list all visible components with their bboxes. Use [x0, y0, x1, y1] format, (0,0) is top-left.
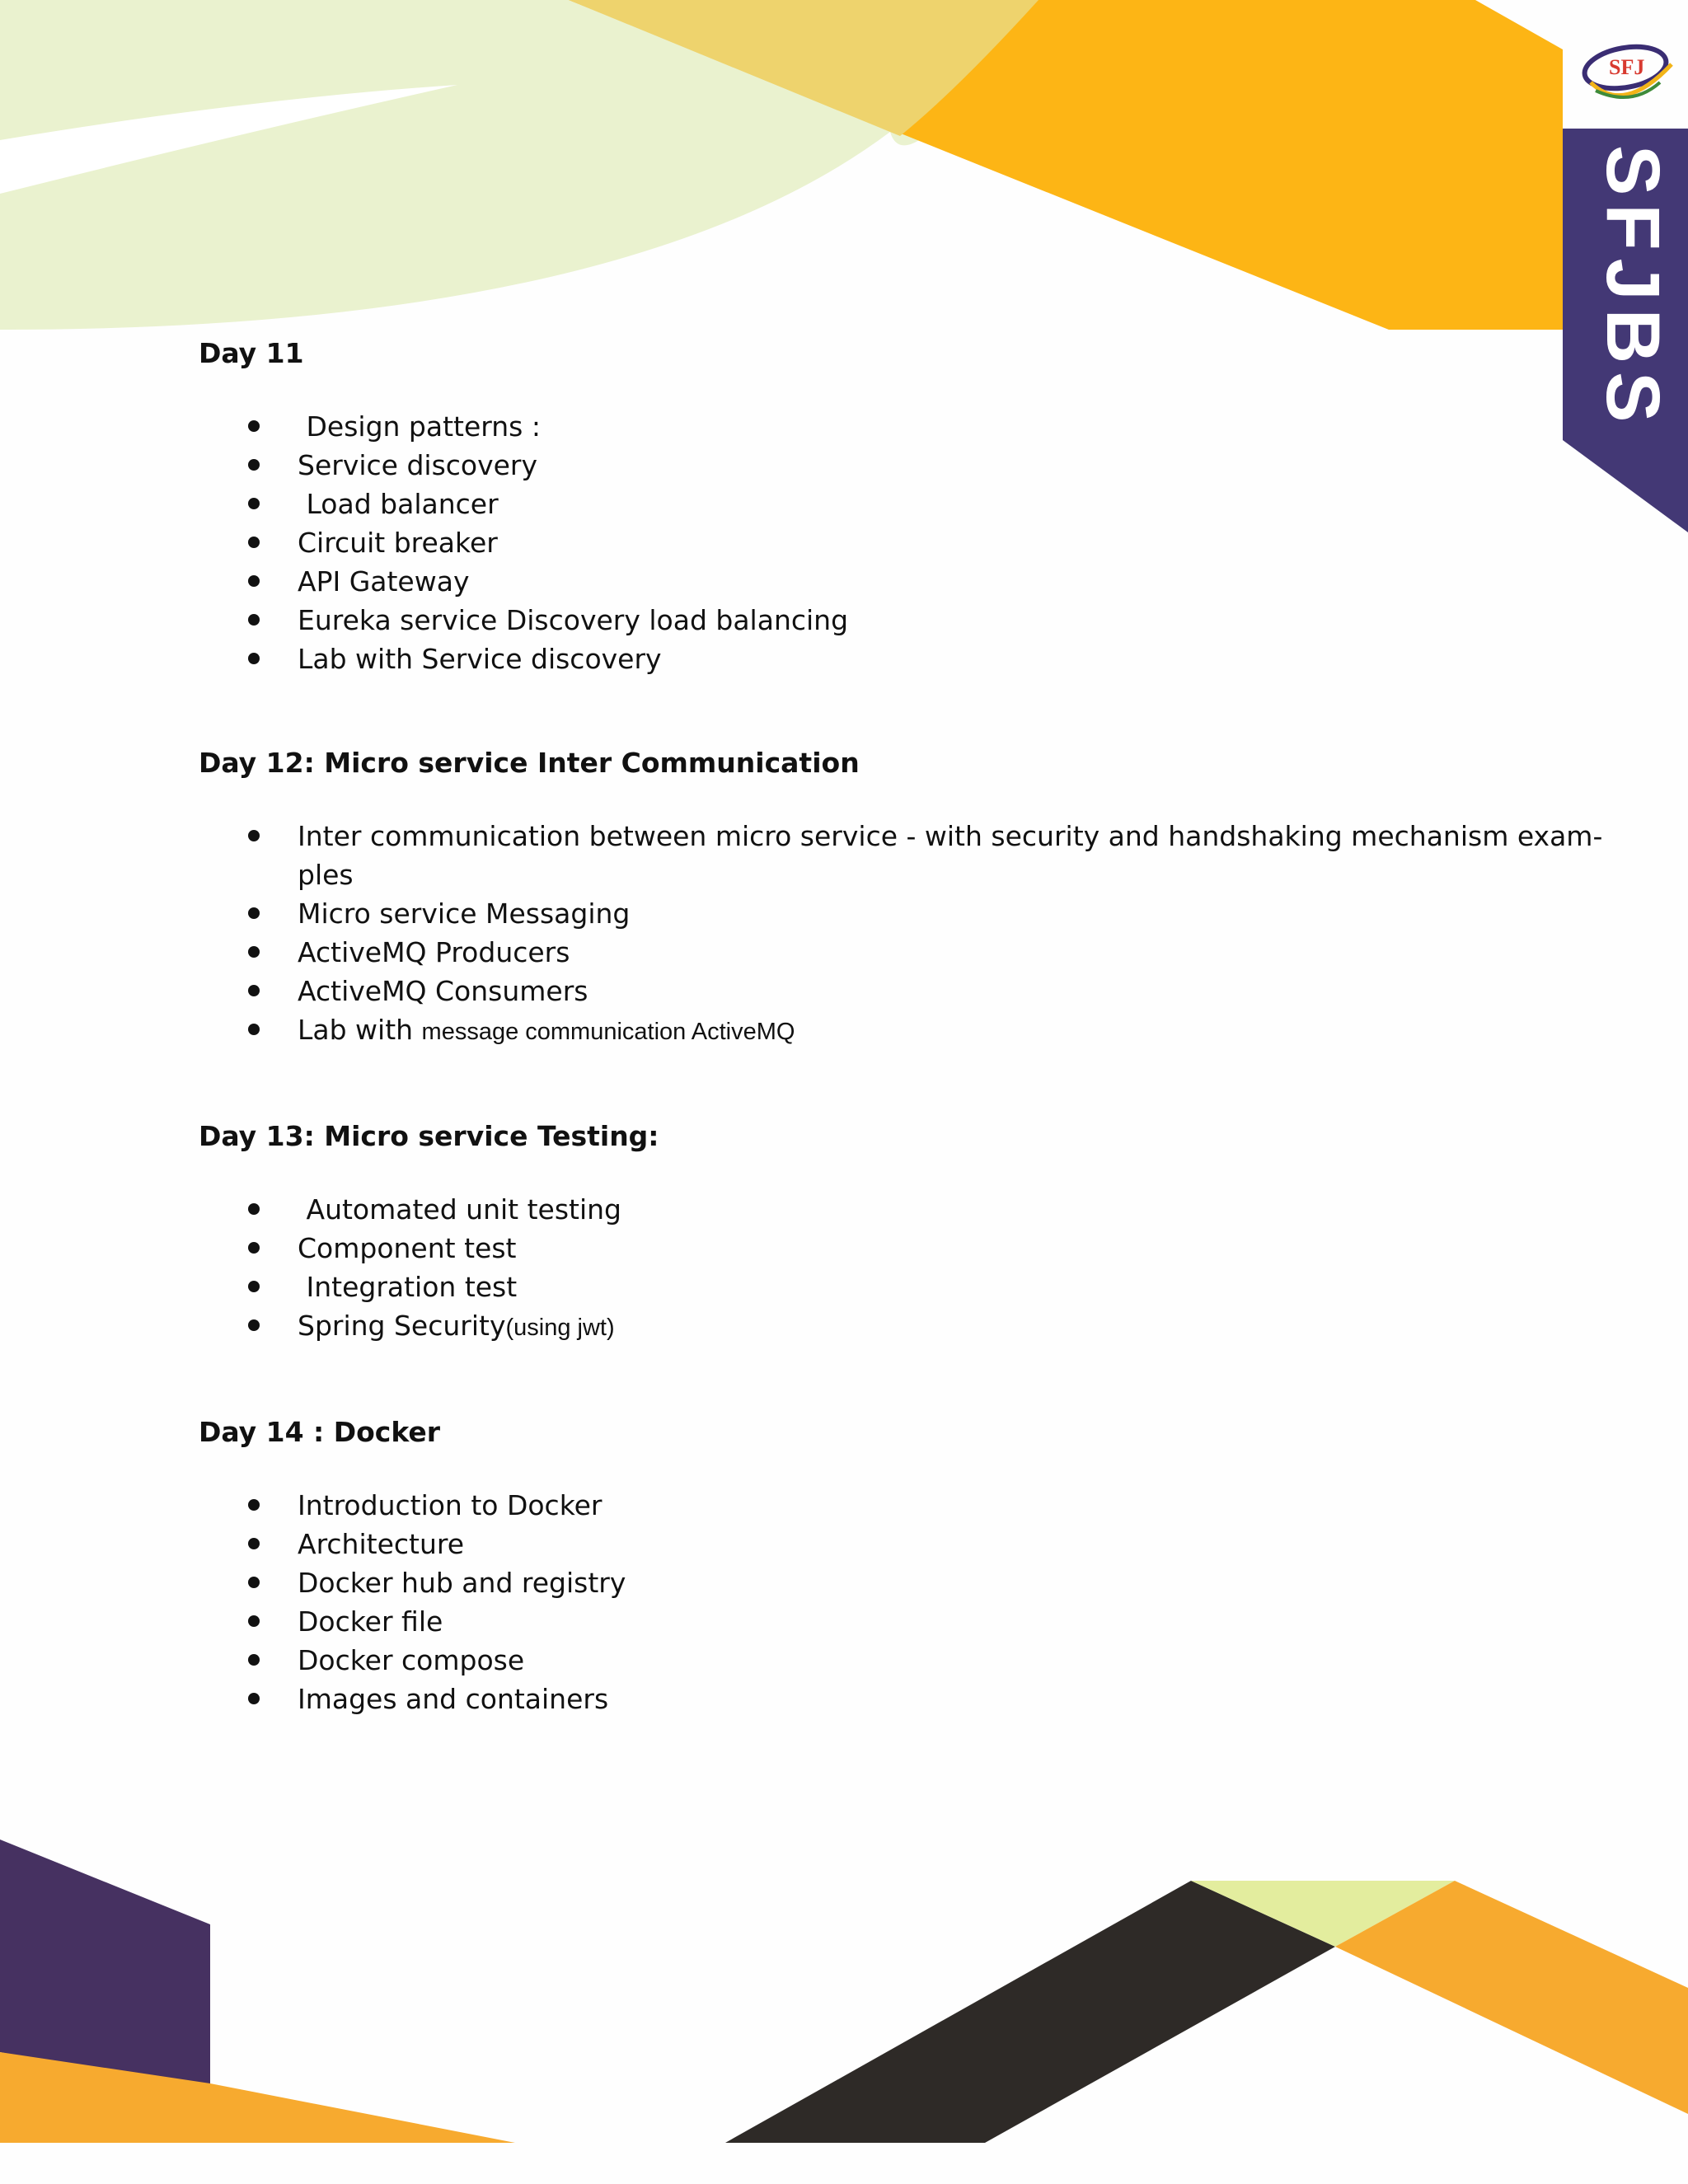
list-item-text: Service discovery: [298, 449, 538, 481]
bullet-icon: [248, 1024, 260, 1035]
brand-banner-text: SFJBS: [1591, 145, 1675, 431]
list-item: [199, 446, 1517, 485]
list-item-tail: (using jwt): [505, 1315, 615, 1341]
list-item-text: Design patterns :: [298, 410, 541, 443]
list-item: [199, 562, 1517, 601]
bullet-icon: [248, 830, 260, 841]
section-title: Day 13: Micro service Testing:: [199, 1120, 659, 1152]
bullet-icon: [248, 1693, 260, 1704]
bullet-icon: [248, 1319, 260, 1331]
list-item-text: Spring Security: [298, 1310, 506, 1342]
bullet-icon: [248, 1499, 260, 1511]
list-item: [199, 1680, 1517, 1718]
list-item-text: Introduction to Docker: [298, 1489, 603, 1521]
list-item: [199, 1486, 1517, 1525]
document-content: [199, 330, 1603, 1779]
list-item: [199, 640, 1517, 678]
section-day: [199, 739, 1603, 1052]
sfj-logo: [1574, 25, 1680, 115]
list-item-text: Docker file: [298, 1605, 443, 1638]
list-item: [199, 1229, 1517, 1268]
bullet-icon: [248, 1615, 260, 1627]
list-item-text: Integration test: [298, 1271, 518, 1303]
section-day: [199, 330, 1517, 678]
bullet-icon: [248, 1538, 260, 1549]
svg-text:SFJ: SFJ: [1609, 55, 1645, 79]
bullet-icon: [248, 1281, 260, 1292]
section-day: [199, 1113, 1517, 1347]
list-item: [199, 1306, 1517, 1347]
topic-list: [199, 817, 1603, 1052]
section-title: Day 12: Micro service Inter Communication: [199, 747, 860, 779]
list-item-text: Eureka service Discovery load balancing: [298, 604, 849, 636]
bullet-icon: [248, 614, 260, 626]
list-item: [199, 1641, 1517, 1680]
bullet-icon: [248, 459, 260, 471]
list-item-text: Component test: [298, 1232, 517, 1264]
bottom-purple-shape: [0, 1840, 210, 2093]
topic-list: [199, 1190, 1517, 1347]
bullet-icon: [248, 498, 260, 509]
list-item: [199, 1268, 1517, 1306]
list-item: [199, 407, 1517, 446]
list-item-text: Images and containers: [298, 1683, 609, 1715]
list-item-continuation: ples: [298, 859, 354, 891]
list-item: [199, 933, 1517, 972]
bullet-icon: [248, 1654, 260, 1666]
topic-list: [199, 407, 1517, 678]
bullet-icon: [248, 985, 260, 996]
list-item: [199, 1190, 1517, 1229]
section-title: Day 14 : Docker: [199, 1416, 441, 1448]
bullet-icon: [248, 907, 260, 919]
bullet-icon: [248, 420, 260, 432]
bullet-icon: [248, 537, 260, 548]
topic-list: [199, 1486, 1517, 1718]
list-item-text: Inter communication between micro service - with security and handshaking mechanism exam-: [298, 820, 1603, 852]
list-item: [199, 972, 1517, 1010]
list-item: [199, 485, 1517, 523]
list-item-text: API Gateway: [298, 565, 470, 598]
list-item-text: Automated unit testing: [298, 1193, 621, 1226]
list-item: [199, 1010, 1517, 1052]
bullet-icon: [248, 1203, 260, 1215]
list-item-text: Architecture: [298, 1528, 465, 1560]
list-item-text: Micro service Messaging: [298, 898, 631, 930]
list-item-text: Lab with Service discovery: [298, 643, 662, 675]
bottom-black-shape: [725, 1881, 1335, 2143]
bullet-icon: [248, 575, 260, 587]
list-item-text: ActiveMQ Producers: [298, 936, 570, 968]
list-item: [199, 894, 1517, 933]
list-item: [199, 523, 1517, 562]
list-item: [199, 1525, 1517, 1563]
list-item-tail: message communication ActiveMQ: [421, 1019, 795, 1045]
bullet-icon: [248, 1242, 260, 1254]
bullet-icon: [248, 946, 260, 958]
section-day: [199, 1408, 1517, 1718]
list-item: [199, 1602, 1517, 1641]
list-item-text: Load balancer: [298, 488, 499, 520]
list-item: [199, 601, 1517, 640]
list-item: [199, 1563, 1517, 1602]
list-item-text: Circuit breaker: [298, 527, 498, 559]
bottom-orange-shape-left: [0, 2052, 515, 2143]
list-item-text: Lab with: [298, 1014, 422, 1046]
list-item: [199, 817, 1603, 894]
list-item-text: Docker compose: [298, 1644, 525, 1676]
section-title: Day 11: [199, 337, 304, 369]
bullet-icon: [248, 653, 260, 664]
list-item-text: Docker hub and registry: [298, 1567, 626, 1599]
list-item-text: ActiveMQ Consumers: [298, 975, 588, 1007]
bullet-icon: [248, 1577, 260, 1588]
